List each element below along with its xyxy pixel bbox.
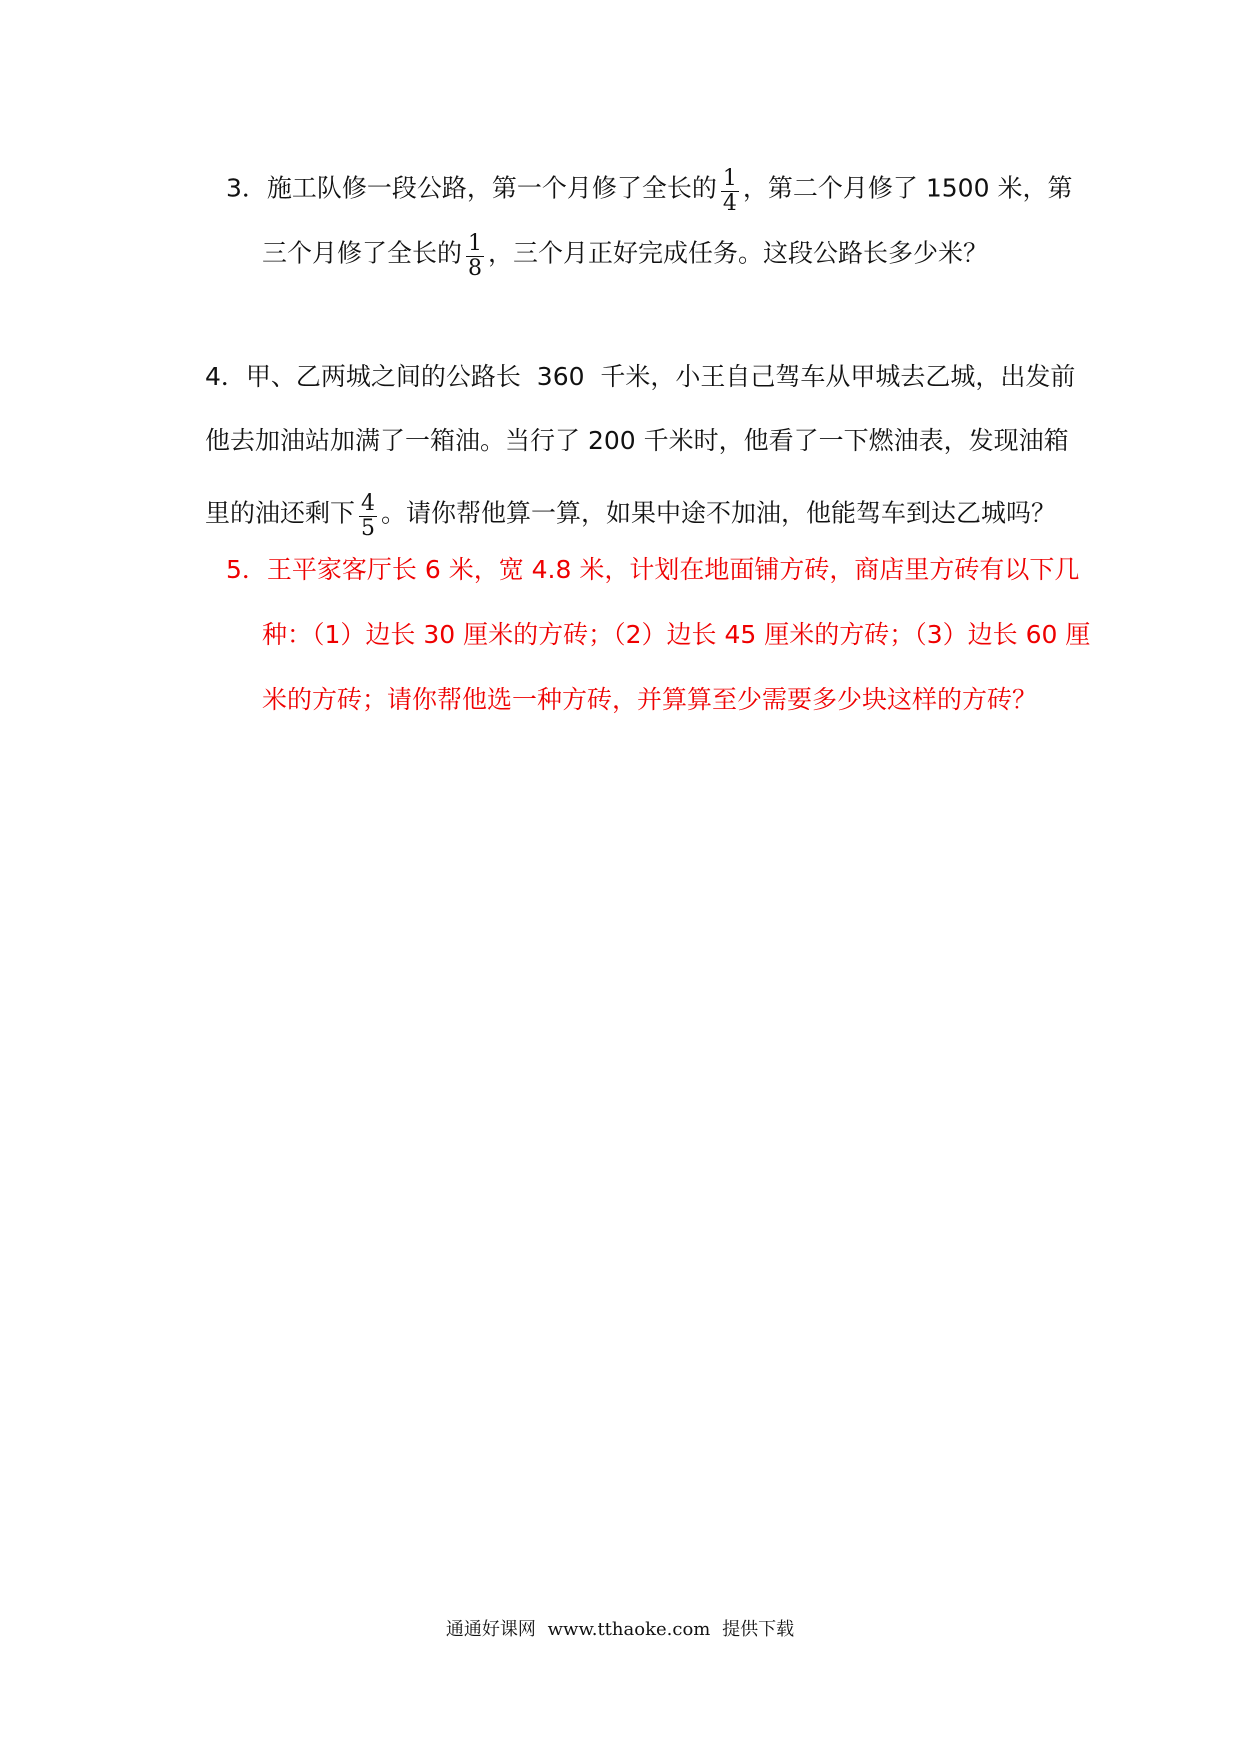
question-3-line-2 [262, 230, 988, 279]
footer-url: www.tthaoke.com [547, 1619, 711, 1640]
question-5-line-1: 5．王平家客厅长 6 米，宽 4.8 米，计划在地面铺方砖，商店里方砖有以下几 [226, 555, 1080, 584]
page-footer [0, 1618, 1240, 1642]
fraction-one-quarter: $\frac{1}{4}$ [722, 166, 737, 216]
question-4-line-1: 4．甲、乙两城之间的公路长 360 千米，小王自己驾车从甲城去乙城，出发前 [205, 362, 1076, 391]
question-4-line-3: 里的油还剩下 $\frac{4}{5}$ 。请你帮他算一算，如果中途不加油，他能驾车到达乙城吗？ [205, 491, 1057, 541]
question-5-line-2: 种：（1）边长 30 厘米的方砖；（2）边长 45 厘米的方砖；（3）边长 60 厘 [262, 620, 1091, 649]
question-3-text-a: 3．施工队修一段公路，第一个月修了全长的 [226, 173, 717, 203]
fraction-four-fifths: $\frac{4}{5}$ [361, 491, 376, 541]
question-3-text-d: ，三个月正好完成任务。这段公路长多少米？ [488, 238, 989, 268]
question-5-line-3: 米的方砖；请你帮他选一种方砖，并算算至少需要多少块这样的方砖？ [262, 685, 1038, 714]
question-3-text-b: ，第二个月修了 1500 米，第 [742, 173, 1073, 203]
question-3-line-1 [226, 165, 1072, 214]
footer-suffix: 提供下载 [722, 1619, 795, 1640]
question-4-line-2: 他去加油站加满了一箱油。当行了 200 千米时，他看了一下燃油表，发现油箱 [205, 426, 1069, 455]
fraction-one-eighth: $\frac{1}{8}$ [468, 231, 483, 281]
footer-site-name: 通通好课网 [445, 1619, 536, 1640]
question-3-text-c: 三个月修了全长的 [262, 238, 463, 268]
